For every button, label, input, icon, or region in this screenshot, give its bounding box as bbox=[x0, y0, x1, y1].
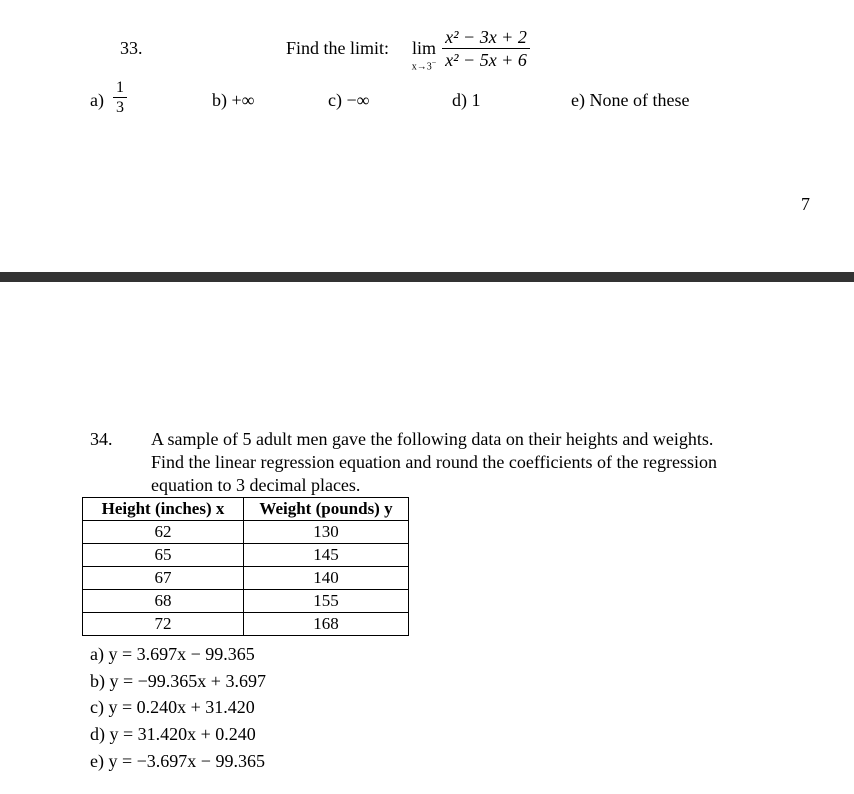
option-33-d[interactable]: d) 1 bbox=[452, 90, 481, 110]
column-header-weight: Weight (pounds) y bbox=[244, 498, 409, 521]
question-34-line-1: A sample of 5 adult men gave the following data on their heights and weights. bbox=[151, 429, 714, 449]
option-34-e[interactable]: e) y = −3.697x − 99.365 bbox=[90, 751, 265, 771]
lim-one-sided: − bbox=[431, 58, 437, 67]
table-row bbox=[83, 613, 409, 636]
table-row bbox=[83, 521, 409, 544]
option-34-d[interactable]: d) y = 31.420x + 0.240 bbox=[90, 724, 256, 744]
option-33-b[interactable]: b) +∞ bbox=[212, 90, 255, 110]
option-33-a-fraction[interactable] bbox=[113, 78, 127, 117]
question-34-line-2: Find the linear regression equation and round the coefficients of the regression bbox=[151, 452, 717, 472]
option-33-a-numerator: 1 bbox=[116, 79, 124, 96]
column-header-height: Height (inches) x bbox=[83, 498, 244, 521]
height-cell: 65 bbox=[83, 544, 244, 567]
height-cell: 68 bbox=[83, 590, 244, 613]
option-33-c[interactable]: c) −∞ bbox=[328, 90, 370, 110]
height-cell: 62 bbox=[83, 521, 244, 544]
limit-operator bbox=[408, 38, 440, 72]
limit-numerator: x² − 3x + 2 bbox=[445, 27, 527, 47]
weight-cell: 168 bbox=[244, 613, 409, 636]
option-33-a-label[interactable]: a) bbox=[90, 90, 104, 110]
limit-denominator: x² − 5x + 6 bbox=[445, 50, 527, 70]
page-divider bbox=[0, 272, 854, 282]
table-header-row bbox=[83, 498, 409, 521]
option-33-e[interactable]: e) None of these bbox=[571, 90, 690, 110]
question-34-line-3: equation to 3 decimal places. bbox=[151, 475, 361, 495]
weight-cell: 130 bbox=[244, 521, 409, 544]
table-row bbox=[83, 590, 409, 613]
question-34-number: 34. bbox=[90, 429, 113, 449]
weight-cell: 145 bbox=[244, 544, 409, 567]
weight-cell: 155 bbox=[244, 590, 409, 613]
height-weight-table bbox=[82, 497, 409, 636]
height-cell: 67 bbox=[83, 567, 244, 590]
option-34-a[interactable]: a) y = 3.697x − 99.365 bbox=[90, 644, 255, 664]
height-cell: 72 bbox=[83, 613, 244, 636]
lim-subscript bbox=[408, 58, 440, 72]
limit-fraction bbox=[442, 26, 530, 71]
lim-text: lim bbox=[411, 38, 436, 58]
option-34-c[interactable]: c) y = 0.240x + 31.420 bbox=[90, 697, 255, 717]
table-row bbox=[83, 544, 409, 567]
question-33-prompt: Find the limit: bbox=[286, 38, 390, 58]
option-34-b[interactable]: b) y = −99.365x + 3.697 bbox=[90, 671, 266, 691]
question-33-number: 33. bbox=[120, 38, 143, 58]
page-number: 7 bbox=[801, 194, 810, 214]
table-row bbox=[83, 567, 409, 590]
weight-cell: 140 bbox=[244, 567, 409, 590]
option-33-a-denominator: 3 bbox=[116, 99, 124, 116]
lim-approach: x→3 bbox=[411, 61, 432, 73]
